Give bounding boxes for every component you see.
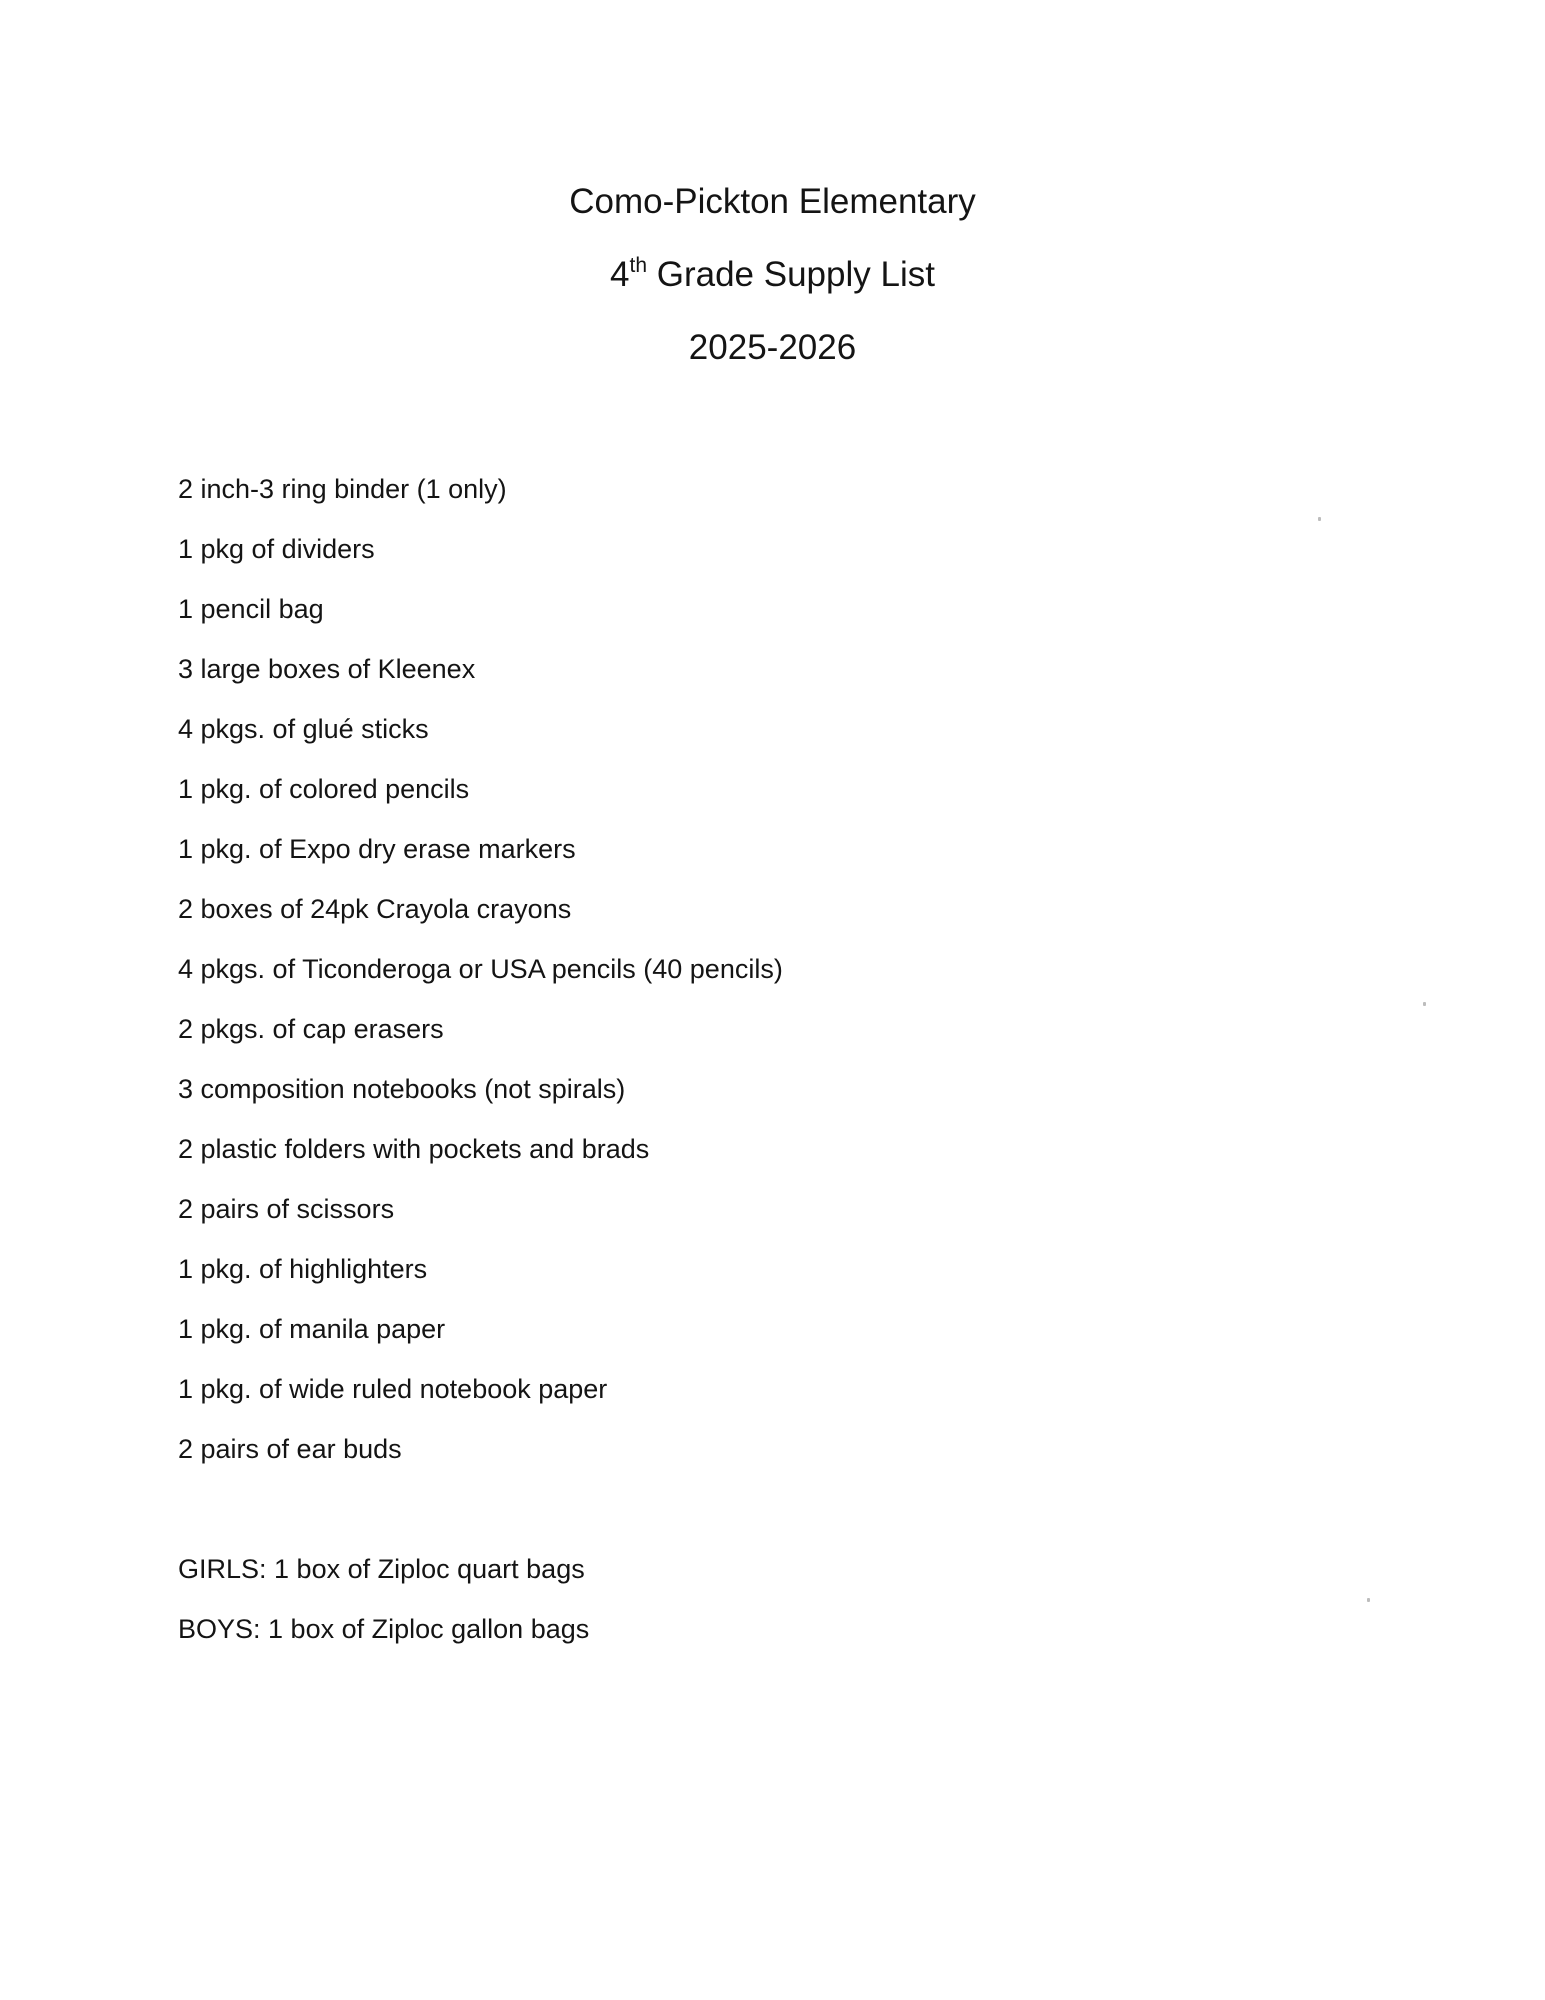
gender-specific-list bbox=[178, 1553, 589, 1673]
girls-item: GIRLS: 1 box of Ziploc quart bags bbox=[178, 1554, 585, 1584]
page-title bbox=[0, 255, 1545, 295]
list-item: 1 pencil bag bbox=[178, 594, 324, 624]
school-name: Como-Pickton Elementary bbox=[569, 182, 976, 221]
scan-speck bbox=[1423, 1002, 1426, 1006]
list-item: 2 pairs of ear buds bbox=[178, 1434, 402, 1464]
list-item: 1 pkg. of highlighters bbox=[178, 1254, 428, 1284]
school-year: 2025-2026 bbox=[688, 328, 857, 367]
list-item: 1 pkg. of Expo dry erase markers bbox=[178, 834, 576, 864]
title-text: Grade Supply List bbox=[647, 255, 935, 294]
list-item: 2 plastic folders with pockets and brads bbox=[178, 1134, 650, 1164]
grade-number: 4 bbox=[610, 255, 630, 294]
list-item: 3 composition notebooks (not spirals) bbox=[178, 1074, 626, 1104]
scan-speck bbox=[1318, 517, 1321, 521]
list-item: 1 pkg. of wide ruled notebook paper bbox=[178, 1374, 608, 1404]
list-item: 2 pkgs. of cap erasers bbox=[178, 1014, 444, 1044]
grade-suffix: th bbox=[629, 254, 648, 277]
list-item: 4 pkgs. of glué sticks bbox=[178, 714, 429, 744]
list-item: 1 pkg of dividers bbox=[178, 534, 375, 564]
scan-speck bbox=[1367, 1598, 1370, 1602]
list-item: 3 large boxes of Kleenex bbox=[178, 654, 476, 684]
list-item: 2 pairs of scissors bbox=[178, 1194, 395, 1224]
supply-list bbox=[178, 473, 783, 1493]
list-item: 1 pkg. of manila paper bbox=[178, 1314, 446, 1344]
list-item: 4 pkgs. of Ticonderoga or USA pencils (40 pencils) bbox=[178, 954, 783, 984]
list-item: 2 inch-3 ring binder (1 only) bbox=[178, 474, 507, 504]
list-item: 1 pkg. of colored pencils bbox=[178, 774, 470, 804]
list-item: 2 boxes of 24pk Crayola crayons bbox=[178, 894, 572, 924]
boys-item: BOYS: 1 box of Ziploc gallon bags bbox=[178, 1614, 590, 1644]
